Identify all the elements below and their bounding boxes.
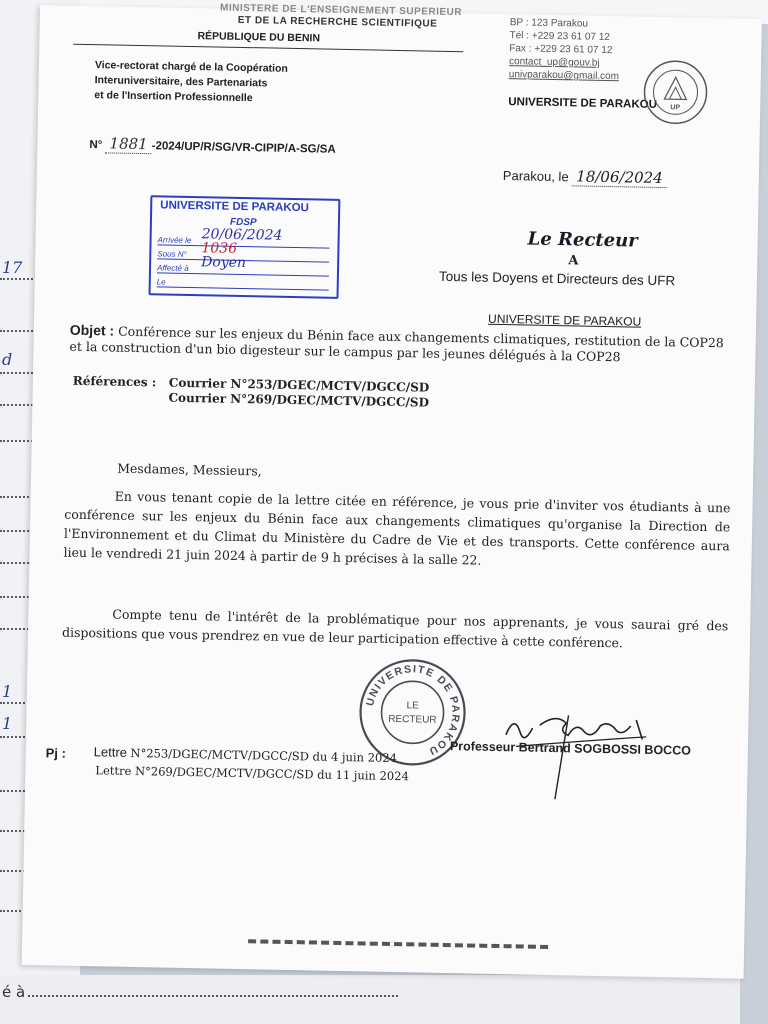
salutation: Mesdames, Messieurs, xyxy=(117,460,262,479)
university-logo xyxy=(642,59,709,126)
republic-name: RÉPUBLIQUE DU BENIN xyxy=(197,30,321,45)
stamp-unit: FDSP xyxy=(229,216,257,229)
body-paragraph-2: Compte tenu de l'intérêt de la problématique pour nos apprenants, je vous saurai gré des dispositions que vous prendrez en vue de leur participation effective à cette conférence. xyxy=(61,606,729,651)
attachment-1-text: N°253/DGEC/MCTV/DGCC/SD du 4 juin 2024 xyxy=(130,745,398,766)
attachment-1-label: Lettre xyxy=(93,744,128,760)
attachments-label: Pj : xyxy=(45,745,67,761)
attachment-2: Lettre N°269/DGEC/MCTV/DGCC/SD du 11 juin 2024 xyxy=(95,763,409,784)
stamp-number-label: Sous N° xyxy=(157,249,187,259)
vice-rectorat-line: et de l'Insertion Professionnelle xyxy=(94,89,253,105)
reference-item: Courrier N°253/DGEC/MCTV/DGCC/SD xyxy=(168,375,430,395)
reference-number xyxy=(89,134,336,157)
references-block xyxy=(72,374,429,411)
contact-tel: Tél : +229 23 61 07 12 xyxy=(509,30,611,44)
stamp-arrival-value: 20/06/2024 xyxy=(201,226,283,244)
vice-rectorat-block xyxy=(94,58,288,107)
margin-mark: 17 xyxy=(2,258,23,277)
logo-initials: UP xyxy=(670,104,681,112)
reference-suffix: -2024/UP/R/SG/VR-CIPIP/A-SG/SA xyxy=(151,140,336,156)
stamp-assigned-value: Doyen xyxy=(201,254,247,272)
university-name: UNIVERSITE DE PARAKOU xyxy=(508,96,658,111)
ministry-line-2: ET DE LA RECHERCHE SCIENTIFIQUE xyxy=(237,14,438,30)
stamp-le-row xyxy=(157,277,329,290)
addressee-a: A xyxy=(568,253,579,269)
reference-prefix: N° xyxy=(89,139,103,152)
margin-mark: 1 xyxy=(2,682,13,701)
letter-date xyxy=(503,166,667,187)
date-prefix: Parakou, le xyxy=(502,167,569,185)
ministry-line-1: MINISTERE DE L'ENSEIGNEMENT SUPERIEUR xyxy=(219,2,463,19)
footer-rule xyxy=(248,939,548,949)
subject-label: Objet xyxy=(69,321,106,339)
subject-text: Conférence sur les enjeux du Bénin face aux changements climatiques, restitution de la COP28 et la construction d'un bio digesteur sur le campus par les jeunes délégués à la COP28 xyxy=(69,323,724,365)
date-handwritten: 18/06/2024 xyxy=(572,167,667,188)
contact-bp: BP : 123 Parakou xyxy=(509,17,589,30)
seal-ring-text: UNIVERSITE DE PARAKOU xyxy=(364,663,462,758)
sender-title: Le Recteur xyxy=(527,228,638,252)
contact-fax: Fax : +229 23 61 07 12 xyxy=(509,43,613,57)
stamp-title: UNIVERSITE DE PARAKOU xyxy=(160,199,310,215)
contact-email-1: contact_up@gouv.bj xyxy=(508,56,600,69)
dotted-line xyxy=(28,995,398,997)
reference-item: Courrier N°269/DGEC/MCTV/DGCC/SD xyxy=(168,390,430,410)
stamp-arrival-label: Arrivée le xyxy=(157,235,192,246)
background-page-bottom xyxy=(0,975,740,1024)
recipients: Tous les Doyens et Directeurs des UFR xyxy=(438,268,676,289)
recipient-university: UNIVERSITE DE PARAKOU xyxy=(487,311,642,329)
seal-center-line-1: LE xyxy=(406,700,419,712)
subject: Objet : Conférence sur les enjeux du Bénin face aux changements climatiques, restitution de la COP28 et la construction d'un bio digesteur sur le campus par les jeunes délégués à la COP28 xyxy=(69,321,724,365)
stamp-number-value: 1036 xyxy=(201,240,238,257)
reference-handwritten-number: 1881 xyxy=(105,134,152,154)
stamp-le-label: Le xyxy=(156,277,166,287)
contact-block xyxy=(509,16,620,83)
arrival-stamp xyxy=(149,195,341,299)
background-page-text: é à xyxy=(2,983,26,1001)
margin-mark: d xyxy=(2,350,13,369)
vice-rectorat-line: Vice-rectorat chargé de la Coopération xyxy=(94,59,288,75)
body-paragraph-1: En vous tenant copie de la lettre citée en référence, je vous prie d'inviter vos étudiants à une conférence sur les enjeux du Bénin face aux changements climatiques qu'organise la Direction de l'Environnement et du Climat du Ministère du Cadre de Vie et des transports. Cette conférence aura lieu le vendredi 21 juin 2024 à partir de 9 h précises à la salle 22. xyxy=(63,488,731,568)
stamp-assigned-label: Affecté à xyxy=(156,263,189,273)
seal-center-line-2: RECTEUR xyxy=(388,713,437,726)
contact-email-2: univparakou@gmail.com xyxy=(508,69,620,83)
margin-mark: 1 xyxy=(2,714,13,733)
signer-name: Professeur Bertrand SOGBOSSI BOCCO xyxy=(449,739,692,758)
references-label: Références : xyxy=(72,373,157,390)
vice-rectorat-line: Interuniversitaire, des Partenariats xyxy=(94,74,268,90)
letter-sheet xyxy=(22,2,762,979)
header-rule xyxy=(73,44,463,52)
attachment-1 xyxy=(94,744,398,765)
